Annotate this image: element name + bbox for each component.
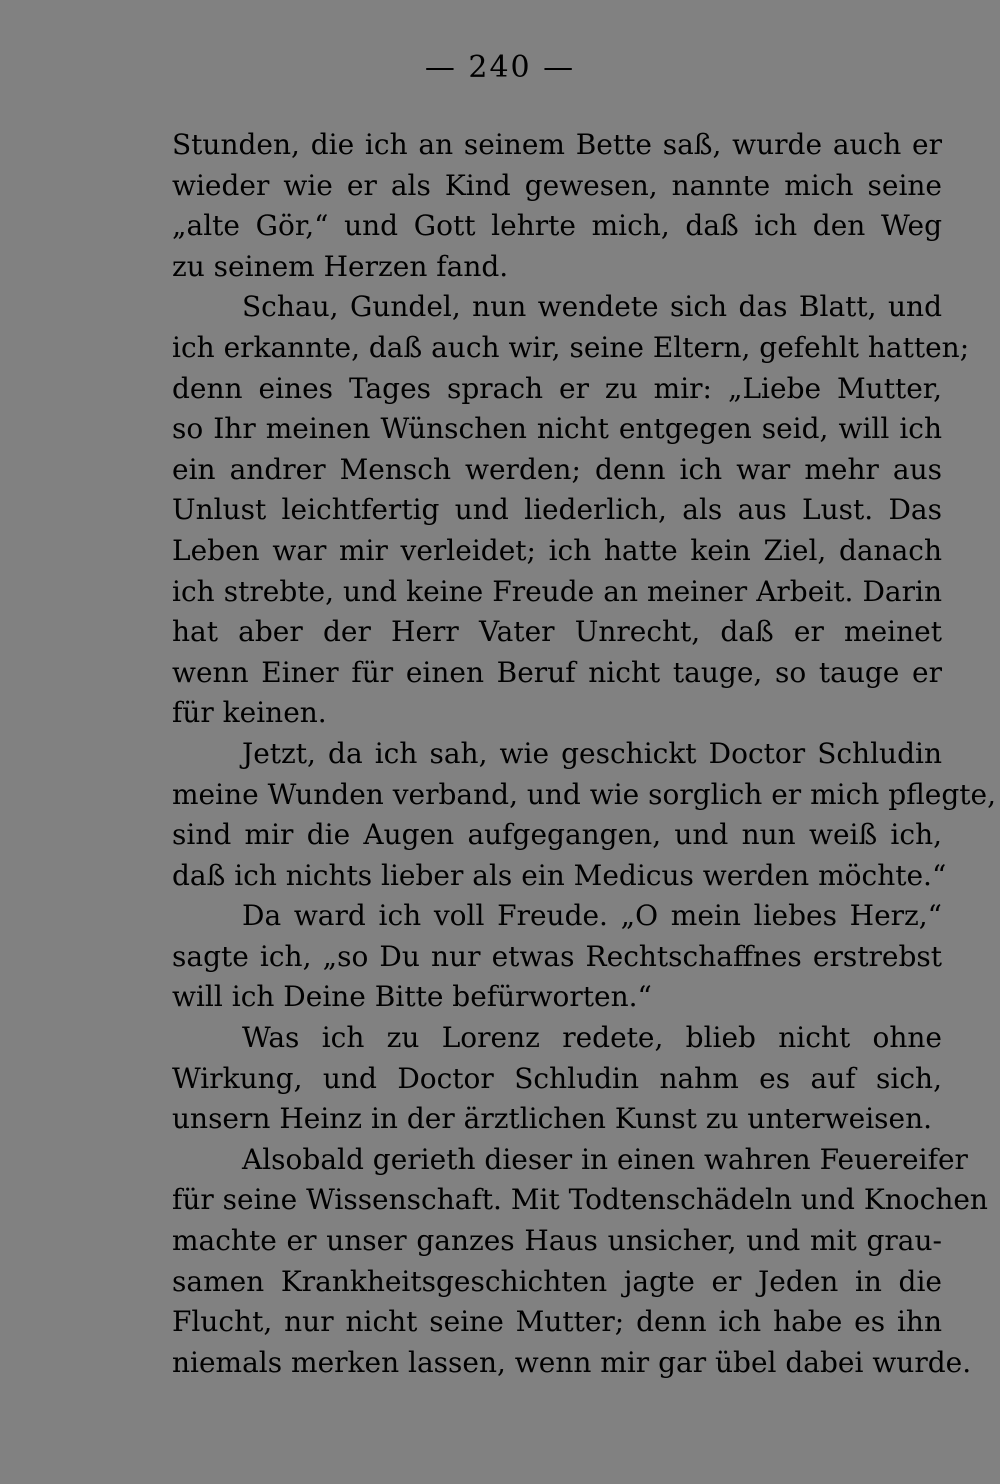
text-line: will ich Deine Bitte befürworten.“ — [172, 980, 652, 1014]
text-line: Da ward ich voll Freude. „O mein liebes Herz,“ — [242, 899, 942, 933]
text-line: Leben war mir verleidet; ich hatte kein Ziel, danach — [172, 533, 942, 567]
text-line: Was ich zu Lorenz redete, blieb nicht ohne — [242, 1021, 942, 1055]
text-line: Unlust leichtfertig und liederlich, als aus Lust. Das — [172, 493, 942, 527]
text-line: niemals merken lassen, wenn mir gar übel dabei wurde. — [172, 1345, 972, 1379]
text-line: sagte ich, „so Du nur etwas Rechtschaffnes erstrebst — [172, 939, 942, 973]
text-line: „alte Gör,“ und Gott lehrte mich, daß ich den Weg — [172, 209, 942, 243]
text-line: daß ich nichts lieber als ein Medicus werden möchte.“ — [172, 858, 947, 892]
text-line: Schau, Gundel, nun wendete sich das Blatt, und — [242, 290, 942, 324]
text-line: ein andrer Mensch werden; denn ich war mehr aus — [172, 452, 942, 486]
text-line: meine Wunden verband, und wie sorglich er mich pflegte, — [172, 777, 997, 811]
text-line: Stunden, die ich an seinem Bette saß, wurde auch er — [172, 128, 942, 161]
text-line: ich strebte, und keine Freude an meiner Arbeit. Darin — [172, 574, 942, 608]
text-line: unsern Heinz in der ärztlichen Kunst zu unterweisen. — [172, 1102, 933, 1136]
text-line: wenn Einer für einen Beruf nicht tauge, so tauge er — [172, 655, 942, 689]
text-line: ich erkannte, daß auch wir, seine Eltern, gefehlt hatten; — [172, 330, 970, 364]
text-line: samen Krankheitsgeschichten jagte er Jeden in die — [172, 1264, 942, 1298]
page-number: — 240 — — [424, 50, 576, 85]
text-line: machte er unser ganzes Haus unsicher, und mit grau- — [172, 1224, 942, 1258]
text-line: sind mir die Augen aufgegangen, und nun weiß ich, — [172, 818, 942, 852]
text-line: hat aber der Herr Vater Unrecht, daß er meinet — [172, 615, 942, 649]
text-line: für keinen. — [172, 696, 327, 730]
text-line: zu seinem Herzen fand. — [172, 249, 509, 283]
text-line: so Ihr meinen Wünschen nicht entgegen seid, will ich — [172, 412, 942, 446]
text-line: Jetzt, da ich sah, wie geschickt Doctor Schludin — [242, 736, 942, 770]
body-text — [172, 125, 997, 1383]
text-line: wieder wie er als Kind gewesen, nannte mich seine — [172, 168, 942, 202]
text-line: denn eines Tages sprach er zu mir: „Liebe Mutter, — [172, 371, 942, 405]
text-line: Alsobald gerieth dieser in einen wahren Feuereifer — [242, 1142, 968, 1176]
text-line: Wirkung, und Doctor Schludin nahm es auf sich, — [172, 1061, 942, 1095]
text-line: Flucht, nur nicht seine Mutter; denn ich habe es ihn — [172, 1305, 942, 1339]
text-line: für seine Wissenschaft. Mit Todtenschädeln und Knochen — [172, 1183, 988, 1217]
